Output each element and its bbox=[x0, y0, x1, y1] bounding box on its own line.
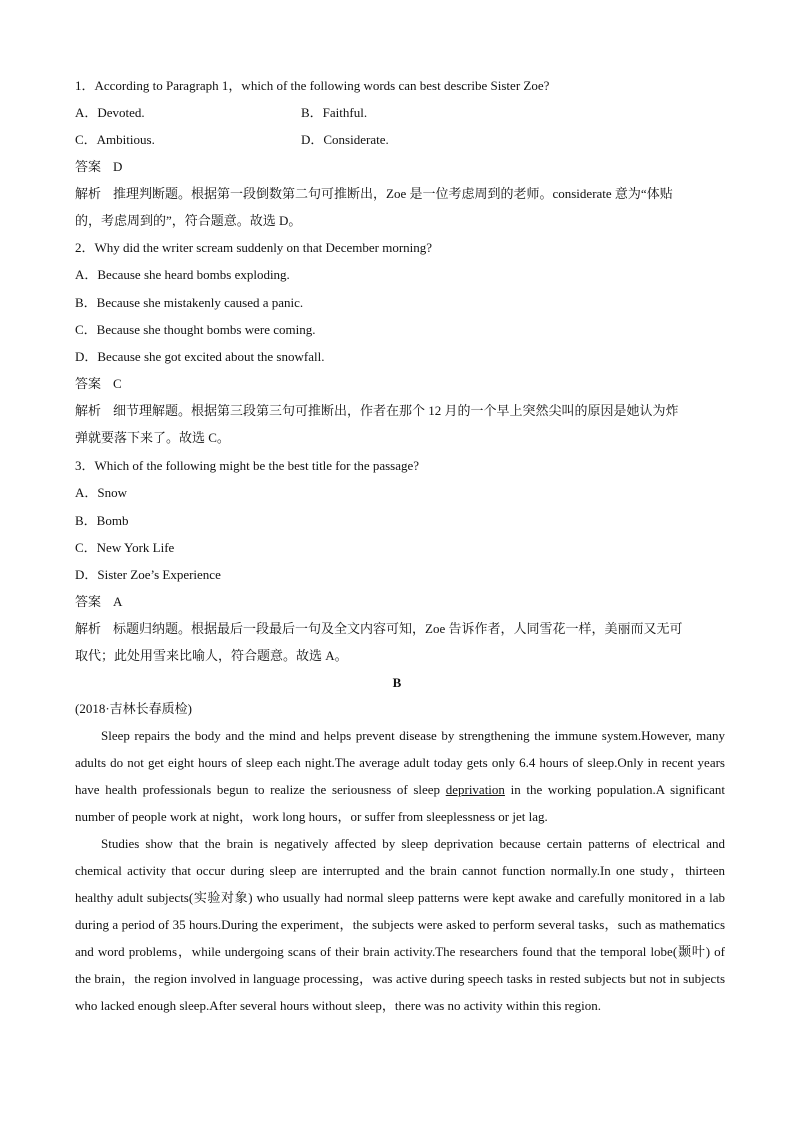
paragraph-text: in the working population.A significant number of people work at night，work long hours，or suffer from sleeplessness or jet lag. bbox=[75, 782, 725, 824]
source-note: (2018·吉林长春质检) bbox=[75, 701, 192, 716]
answer-label: 答案 bbox=[75, 594, 102, 609]
q3-analysis bbox=[75, 620, 725, 638]
answer-value: A bbox=[113, 594, 123, 609]
q1-analysis bbox=[75, 185, 725, 203]
underlined-word: deprivation bbox=[445, 782, 505, 797]
analysis-label: 解析 bbox=[75, 186, 102, 201]
answer-label: 答案 bbox=[75, 159, 102, 174]
q3-option-a: A．Snow bbox=[75, 485, 128, 500]
answer-value: C bbox=[113, 376, 122, 391]
q1-analysis-line2: 的，考虑周到的”，符合题意。故选 D。 bbox=[75, 213, 302, 228]
q2-answer bbox=[75, 375, 725, 393]
q2-option-c: C．Because she thought bombs were coming. bbox=[75, 322, 316, 337]
q3-answer bbox=[75, 593, 725, 611]
answer-label: 答案 bbox=[75, 376, 102, 391]
q1-option-d: D．Considerate. bbox=[301, 132, 389, 147]
q3-option-b: B．Bomb bbox=[75, 513, 129, 528]
question-1: 1．According to Paragraph 1，which of the following words can best describe Sister Zoe? bbox=[75, 78, 550, 93]
q3-option-d: D．Sister Zoe’s Experience bbox=[75, 567, 221, 582]
analysis-text-line1: 标题归纳题。根据最后一段最后一句及全文内容可知，Zoe 告诉作者，人同雪花一样，美丽而又无可 bbox=[113, 621, 683, 636]
q1-option-c: C．Ambitious. bbox=[75, 132, 155, 147]
passage-paragraph-1 bbox=[75, 722, 725, 830]
section-heading: B bbox=[392, 675, 402, 690]
question-3: 3．Which of the following might be the best title for the passage? bbox=[75, 458, 420, 473]
q2-option-a: A．Because she heard bombs exploding. bbox=[75, 267, 290, 282]
analysis-text-line1: 推理判断题。根据第一段倒数第二句可推断出，Zoe 是一位考虑周到的老师。considerate 意为“体贴 bbox=[113, 186, 673, 201]
question-2: 2．Why did the writer scream suddenly on that December morning? bbox=[75, 240, 433, 255]
q2-option-d: D．Because she got excited about the snowfall. bbox=[75, 349, 325, 364]
q3-option-c: C．New York Life bbox=[75, 540, 175, 555]
answer-value: D bbox=[113, 159, 123, 174]
q2-analysis bbox=[75, 402, 725, 420]
analysis-label: 解析 bbox=[75, 621, 102, 636]
analysis-label: 解析 bbox=[75, 403, 102, 418]
q1-option-b: B．Faithful. bbox=[301, 105, 368, 120]
q2-option-b: B．Because she mistakenly caused a panic. bbox=[75, 295, 304, 310]
analysis-text-line1: 细节理解题。根据第三段第三句可推断出，作者在那个 12 月的一个早上突然尖叫的原因是她认为炸 bbox=[113, 403, 679, 418]
paragraph-text: Sleep repairs the body and the mind and helps prevent disease by strengthening the immune system.However, many adults do not get eight hours of sleep each night.The average adult today gets only 6.4 hours of sleep.Only in recent years have health professionals begun to realize the seriousness of sleep bbox=[75, 728, 725, 797]
passage-paragraph-2: Studies show that the brain is negatively affected by sleep deprivation because certain patterns of electrical and chemical activity that occur during sleep are interrupted and the brain cannot function normally.In one study，thirteen healthy adult subjects(实验对象) who usually had normal sleep patterns were kept awake and carefully monitored in a lab during a period of 35 hours.During the experiment，the subjects were asked to perform several tasks，such as mathematics and word problems，while undergoing scans of their brain activity.The researchers found that the temporal lobe(颞叶) of the brain，the region involved in language processing，was active during speech tasks in rested subjects but not in subjects who lacked enough sleep.After several hours without sleep，there was no activity within this region. bbox=[75, 836, 725, 1013]
q2-analysis-line2: 弹就要落下来了。故选 C。 bbox=[75, 430, 230, 445]
q3-analysis-line2: 取代；此处用雪来比喻人，符合题意。故选 A。 bbox=[75, 648, 348, 663]
q1-option-a: A．Devoted. bbox=[75, 105, 145, 120]
q1-answer bbox=[75, 158, 725, 176]
